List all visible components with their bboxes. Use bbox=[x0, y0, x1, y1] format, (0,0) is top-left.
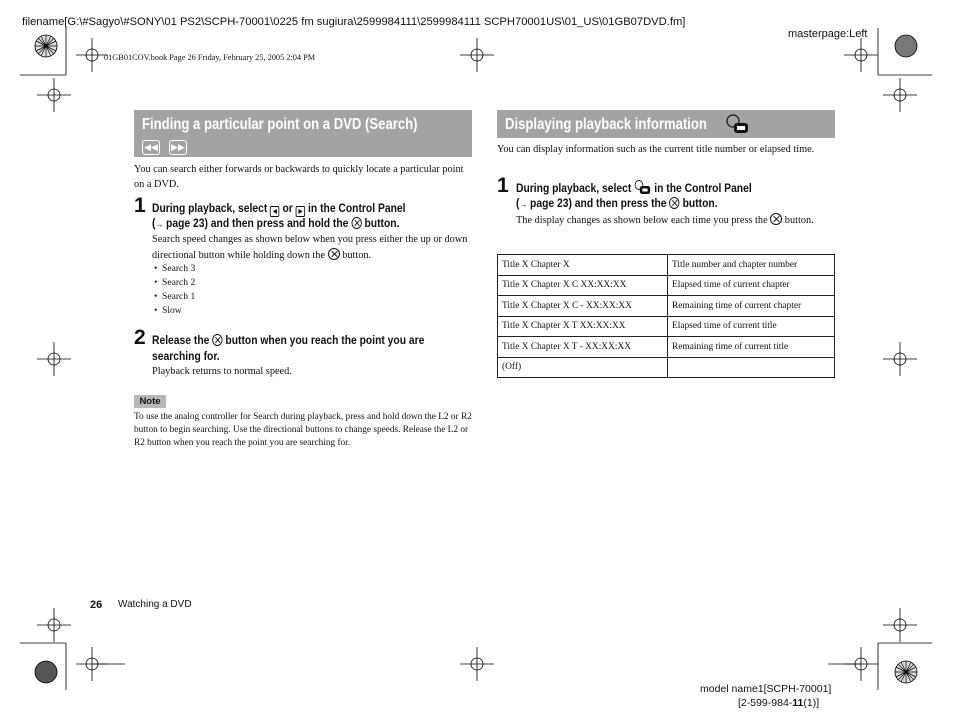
search-section-header bbox=[134, 110, 472, 157]
table-row bbox=[498, 275, 835, 296]
cross-button-icon bbox=[212, 334, 222, 346]
step-text: page 23) and then press the bbox=[530, 196, 667, 210]
step-text: button when you reach the point you are bbox=[225, 333, 425, 347]
step-text: page 23) and then press and hold the bbox=[166, 216, 349, 230]
page-number: 26 bbox=[90, 599, 103, 611]
starburst-target-icon bbox=[895, 35, 917, 57]
search-step-2-description: Playback returns to normal speed. bbox=[152, 366, 292, 377]
list-item: • Search 2 bbox=[154, 276, 195, 290]
table-row bbox=[498, 296, 835, 317]
cross-button-icon bbox=[669, 197, 679, 209]
search-step-1-number: 1 bbox=[134, 194, 146, 217]
description-text: button. bbox=[342, 249, 372, 261]
list-item: • Slow bbox=[154, 304, 195, 318]
code-paren-close: )] bbox=[812, 697, 820, 709]
code-paren-open: ( bbox=[803, 697, 807, 709]
step-text: button. bbox=[682, 196, 718, 210]
step-text: During playback, select bbox=[516, 181, 632, 195]
search-section-title: Finding a particular point on a DVD (Search) bbox=[142, 116, 418, 133]
description-text: Search speed changes as shown below when you press either the up or down directional button while holding down the bbox=[152, 234, 468, 261]
step-text: button. bbox=[364, 216, 400, 230]
list-item: • Search 3 bbox=[154, 262, 195, 276]
document-code bbox=[738, 697, 819, 709]
description-text: button. bbox=[784, 215, 814, 226]
step-text: in the Control Panel bbox=[654, 181, 752, 195]
table-cell-display: (Off) bbox=[498, 357, 668, 378]
fast-forward-icon: ▶▶ bbox=[169, 140, 187, 155]
table-cell-meaning: Elapsed time of current title bbox=[668, 316, 835, 337]
playback-info-step-1-line-1 bbox=[516, 180, 752, 196]
info-icon bbox=[634, 180, 651, 194]
page-reference-arrow-icon: → bbox=[519, 199, 528, 209]
filename-header: filename[G:\#Sagyo\#SONY\01 PS2\SCPH-70001\0225 fm sugiura\2599984111\2599984111 SCPH70001US\01_US\01GB07DVD.fm] bbox=[22, 16, 686, 28]
rewind-icon: ◀◀ bbox=[142, 140, 160, 155]
fast-forward-icon: ▶ bbox=[296, 206, 305, 217]
cross-button-icon bbox=[351, 217, 361, 229]
step-text: ( bbox=[516, 196, 520, 210]
step-text: or bbox=[282, 201, 293, 215]
starburst-target-icon bbox=[35, 35, 57, 57]
table-row bbox=[498, 316, 835, 337]
cross-button-icon bbox=[328, 248, 340, 260]
table-cell-meaning: Title number and chapter number bbox=[668, 255, 835, 276]
info-icon bbox=[725, 114, 749, 134]
playback-info-step-1-number: 1 bbox=[497, 174, 509, 197]
search-step-2-line-2: searching for. bbox=[152, 349, 220, 363]
table-cell-display: Title X Chapter X C XX:XX:XX bbox=[498, 275, 668, 296]
step-text: in the Control Panel bbox=[308, 201, 406, 215]
table-row bbox=[498, 337, 835, 358]
playback-info-section-title: Displaying playback information bbox=[505, 116, 707, 133]
code-paren: 1 bbox=[806, 697, 813, 709]
code-bold: 11 bbox=[792, 697, 804, 709]
search-header-icons bbox=[142, 137, 187, 155]
table-cell-display: Title X Chapter X T - XX:XX:XX bbox=[498, 337, 668, 358]
description-text: The display changes as shown below each time you press the bbox=[516, 215, 768, 226]
book-info-line: 01GB01COV.book Page 26 Friday, February 25, 2005 2:04 PM bbox=[104, 53, 316, 62]
footer-section-name: Watching a DVD bbox=[118, 599, 192, 610]
table-cell-meaning bbox=[668, 357, 835, 378]
table-cell-meaning: Elapsed time of current chapter bbox=[668, 275, 835, 296]
table-cell-meaning: Remaining time of current chapter bbox=[668, 296, 835, 317]
playback-info-step-1-description bbox=[516, 213, 816, 229]
table-cell-display: Title X Chapter X C - XX:XX:XX bbox=[498, 296, 668, 317]
page-reference-arrow-icon: → bbox=[155, 219, 164, 229]
table-cell-meaning: Remaining time of current title bbox=[668, 337, 835, 358]
list-item: • Search 1 bbox=[154, 290, 195, 304]
starburst-target-icon bbox=[895, 661, 917, 683]
code-prefix: [2-599-984- bbox=[738, 697, 793, 709]
search-step-1-description bbox=[152, 233, 474, 263]
search-step-2-number: 2 bbox=[134, 326, 146, 349]
table-row bbox=[498, 255, 835, 276]
note-text: To use the analog controller for Search during playback, press and hold down the L2 or R2 button to begin searching. Use the directional buttons to change speeds. Release the L2 or R2 button when you reach the point you are searching for. bbox=[134, 412, 472, 448]
search-step-1-line-2 bbox=[152, 215, 399, 232]
search-step-2-line-1 bbox=[152, 332, 424, 348]
step-text: During playback, select bbox=[152, 201, 268, 215]
step-text: Release the bbox=[152, 333, 210, 347]
model-name: model name1[SCPH-70001] bbox=[700, 683, 832, 695]
playback-info-section-header bbox=[497, 110, 835, 138]
masterpage-label: masterpage:Left bbox=[788, 28, 868, 40]
step-text: ( bbox=[152, 216, 156, 230]
search-speed-list bbox=[154, 262, 195, 318]
playback-info-step-1-line-2 bbox=[516, 195, 718, 212]
table-cell-display: Title X Chapter X bbox=[498, 255, 668, 276]
playback-info-intro: You can display information such as the current title number or elapsed time. bbox=[497, 144, 815, 155]
cross-button-icon bbox=[770, 213, 782, 225]
rewind-icon: ◀ bbox=[270, 206, 279, 217]
starburst-target-icon bbox=[35, 661, 57, 683]
note-label: Note bbox=[134, 395, 166, 408]
table-cell-display: Title X Chapter X T XX:XX:XX bbox=[498, 316, 668, 337]
playback-display-table bbox=[497, 254, 835, 378]
search-intro: You can search either forwards or backwards to quickly locate a particular point on a DVD. bbox=[134, 164, 464, 190]
table-row bbox=[498, 357, 835, 378]
